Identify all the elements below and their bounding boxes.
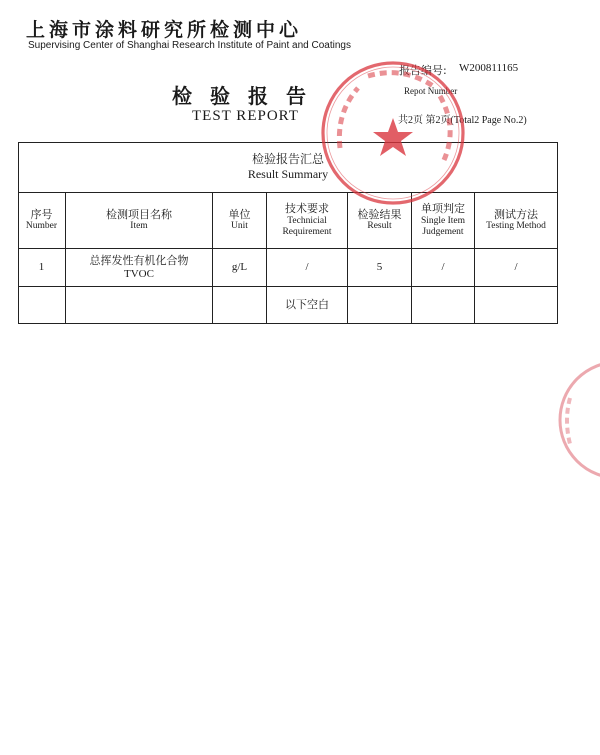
item-name-cn: 总挥发性有机化合物 — [89, 253, 189, 267]
star-icon — [373, 118, 413, 156]
column-header-cn: 序号 — [30, 207, 53, 221]
column-header-en: Unit — [231, 221, 248, 232]
column-header-en: Result — [367, 221, 392, 232]
report-number-value: W200811165 — [459, 62, 519, 74]
column-header-item — [66, 193, 212, 248]
column-header-en: Number — [25, 221, 58, 232]
org-name-cn: 上海市涂料研究所检测中心 — [26, 19, 303, 41]
item-name-en: TVOC — [124, 267, 154, 280]
column-header-unit — [213, 193, 266, 248]
cell-result: 5 — [376, 260, 383, 273]
table-summary-heading — [18, 142, 558, 192]
cell-requirement: / — [305, 260, 309, 273]
column-header-cn: 单项判定 — [421, 201, 465, 215]
cell-number: 1 — [38, 260, 45, 273]
summary-title-en: Result Summary — [247, 167, 329, 181]
column-header-en: Technicial Requirement — [282, 215, 332, 238]
table-border-bottom — [18, 323, 558, 324]
column-header-cn: 测试方法 — [494, 207, 538, 221]
column-header-cn: 技术要求 — [285, 201, 329, 215]
end-note: 以下空白 — [285, 298, 329, 312]
column-header-cn: 检测项目名称 — [106, 207, 172, 221]
report-number-label-en: Repot Number — [404, 86, 458, 96]
org-name-en: Supervising Center of Shanghai Research Institute of Paint and Coatings — [28, 40, 351, 51]
official-seal-stamp — [318, 58, 468, 208]
column-header-en: Single Item Judgement — [420, 215, 466, 238]
report-title-cn: 检验报告 — [172, 84, 324, 108]
column-header-method — [475, 193, 557, 248]
result-summary-table — [18, 142, 558, 324]
column-header-number — [18, 193, 65, 248]
cell-method: / — [514, 260, 518, 273]
partial-seal-stamp — [556, 358, 600, 482]
column-header-en: Testing Method — [486, 221, 546, 232]
summary-title-cn: 检验报告汇总 — [251, 152, 324, 166]
report-number-label: 报告编号: — [399, 64, 447, 77]
page-info: 共2页 第2页(Total2 Page No.2) — [398, 115, 527, 126]
cell-unit: g/L — [231, 260, 248, 273]
column-header-cn: 检验结果 — [357, 207, 402, 221]
column-header-cn: 单位 — [228, 207, 251, 221]
cell-judgement: / — [441, 260, 445, 273]
column-header-en: Item — [130, 221, 148, 232]
report-title-en: TEST REPORT — [192, 108, 299, 124]
cell-item — [66, 249, 212, 286]
